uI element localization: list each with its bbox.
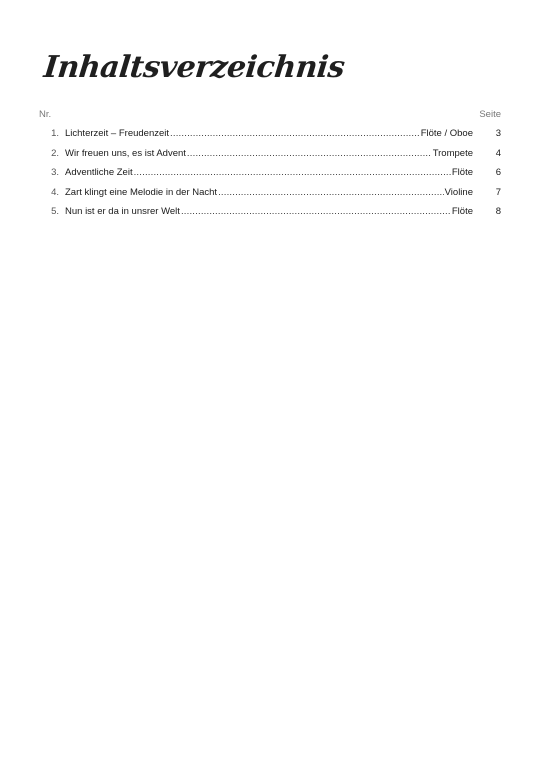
toc-entry[interactable]	[39, 183, 501, 203]
column-header-page: Seite	[479, 109, 501, 120]
dot-leader	[181, 202, 451, 222]
entry-title: Lichterzeit – Freudenzeit	[65, 128, 170, 139]
entry-number: 3.	[51, 167, 59, 178]
entry-instrument: Flöte	[451, 206, 473, 217]
entry-instrument: Flöte	[451, 167, 473, 178]
entry-number: 5.	[51, 206, 59, 217]
dot-leader	[187, 144, 432, 164]
dot-leader	[218, 183, 444, 203]
table-of-contents	[39, 108, 501, 222]
toc-entry[interactable]	[39, 163, 501, 183]
entry-instrument: Flöte / Oboe	[420, 128, 473, 139]
entry-instrument: Trompete	[432, 147, 473, 159]
entry-number: 4.	[51, 186, 59, 198]
toc-entry[interactable]	[39, 144, 501, 164]
entry-title: Zart klingt eine Melodie in der Nacht	[65, 186, 218, 198]
entry-page: 3	[495, 128, 501, 139]
entry-page: 6	[495, 167, 501, 178]
toc-entry[interactable]	[39, 124, 501, 144]
entry-title: Nun ist er da in unsrer Welt	[65, 206, 180, 217]
entry-title: Wir freuen uns, es ist Advent	[65, 147, 186, 159]
dot-leader	[170, 124, 420, 144]
entry-instrument: Violine	[444, 186, 473, 198]
column-header-number: Nr.	[39, 109, 52, 120]
entry-page: 4	[495, 147, 501, 159]
entry-number: 1.	[51, 128, 59, 139]
page-title: Inhaltsverzeichnis	[42, 50, 347, 85]
dot-leader	[134, 163, 451, 183]
entry-title: Adventliche Zeit	[65, 167, 133, 178]
toc-entry[interactable]	[39, 202, 501, 222]
entry-page: 7	[495, 186, 501, 198]
toc-header	[39, 108, 501, 122]
entry-number: 2.	[51, 147, 59, 159]
entry-page: 8	[495, 206, 501, 217]
